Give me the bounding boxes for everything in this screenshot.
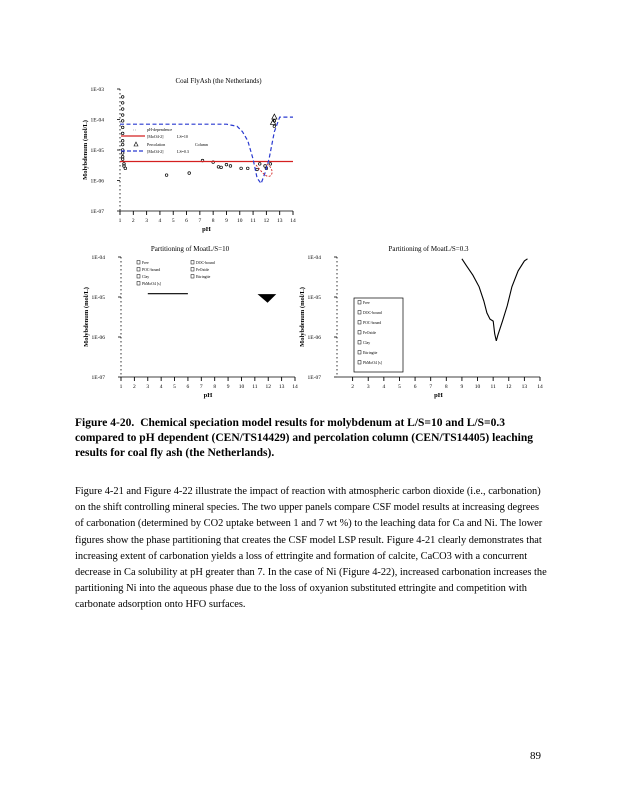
x-tick-label: 5 bbox=[173, 384, 176, 390]
page-number: 89 bbox=[530, 750, 541, 762]
figure-caption-text: Chemical speciation model results for molybdenum at L/S=10 and L/S=0.3 compared to pH dependent (CEN/TS14429) and percolation column (CEN/TS14405) leaching results for coal fly ash (the Netherlands). bbox=[75, 417, 534, 459]
x-tick-label: 11 bbox=[250, 218, 256, 224]
series-line-free bbox=[462, 259, 528, 341]
legend-label: Clay bbox=[142, 275, 150, 279]
x-tick-label: 10 bbox=[474, 384, 481, 390]
x-axis-label: pH bbox=[434, 392, 443, 399]
x-tick-label: 2 bbox=[133, 384, 136, 390]
x-tick-label: 7 bbox=[429, 384, 433, 390]
x-tick-label: 5 bbox=[398, 384, 401, 390]
x-tick-label: 5 bbox=[171, 218, 175, 224]
x-tick-label: 7 bbox=[199, 384, 203, 390]
x-tick-label: 3 bbox=[145, 218, 148, 224]
legend-label: PbMoO4 [s] bbox=[363, 361, 382, 365]
legend-label: POC-bound bbox=[363, 321, 382, 325]
x-tick-label: 8 bbox=[444, 384, 448, 390]
legend-label: DOC-bound bbox=[363, 311, 382, 315]
x-axis-label: pH bbox=[202, 226, 211, 233]
chart-title: Partitioning of MoatL/S=0.3 bbox=[388, 245, 469, 253]
y-tick-label: 1E-04 bbox=[91, 255, 105, 261]
legend-label: [MoO4-2] bbox=[147, 149, 164, 154]
x-tick-label: 12 bbox=[263, 218, 270, 224]
legend-label: Free bbox=[142, 261, 149, 265]
y-tick-label: 1E-07 bbox=[307, 375, 321, 381]
x-tick-label: 12 bbox=[506, 384, 512, 390]
legend-label: PbMoO4 [s] bbox=[142, 282, 161, 286]
x-tick-label: 2 bbox=[351, 384, 354, 390]
y-tick-label: 1E-05 bbox=[90, 148, 104, 154]
body-paragraph: Figure 4-21 and Figure 4-22 illustrate the impact of reaction with atmospheric carbon dioxide (i.e., carbonation) on the shift controlling mineral species. The two upper panels compare CSF model results at increasing degrees of carbonation (determined by CO2 uptake between 1 and 7 wt %) to the leaching data for Ca and Ni. The lower figures show the phase partitioning that creates the CSF model LSP result. Figure 4-21 clearly demonstrates that increasing extent of carbonation yields a loss of ettringite and formation of calcite, CaCO3 with a concurrent decrease in Ca solubility at pH greater than 7. In the case of Ni (Figure 4-22), increased carbonation increases the partitioning Ni into the aqueous phase due to the loss of oxyanion substituted ettringite and competition with carbonate adsorption onto HFO surfaces. bbox=[75, 486, 547, 611]
chart-title: Coal FlyAsh (the Netherlands) bbox=[175, 77, 262, 85]
x-tick-label: 1 bbox=[118, 218, 122, 224]
x-tick-label: 14 bbox=[290, 218, 296, 224]
x-tick-label: 12 bbox=[265, 384, 271, 390]
legend-label: Free bbox=[363, 301, 370, 305]
x-tick-label: 3 bbox=[366, 384, 370, 390]
x-tick-label: 9 bbox=[460, 384, 464, 390]
x-tick-label: 4 bbox=[382, 384, 386, 390]
y-axis-label: Molybdenum (mol/L) bbox=[83, 287, 90, 347]
x-tick-label: 14 bbox=[292, 384, 298, 390]
y-axis-label: Molybdenum (mol/L) bbox=[299, 287, 306, 347]
legend-note: Column bbox=[195, 142, 208, 147]
y-tick-label: 1E-05 bbox=[91, 295, 105, 301]
chart-title: Partitioning of MoatL/S=10 bbox=[150, 245, 230, 253]
x-tick-label: 11 bbox=[252, 384, 258, 390]
x-tick-label: 1 bbox=[119, 384, 123, 390]
x-tick-label: 10 bbox=[238, 384, 245, 390]
x-tick-label: 8 bbox=[211, 218, 215, 224]
y-tick-label: 1E-04 bbox=[307, 255, 321, 261]
x-tick-label: 6 bbox=[186, 384, 190, 390]
legend-label: POC-bound bbox=[142, 268, 161, 272]
x-tick-label: 8 bbox=[213, 384, 217, 390]
figure-caption bbox=[75, 416, 555, 461]
legend-note: LS=0.3 bbox=[177, 149, 189, 154]
y-tick-label: 1E-06 bbox=[307, 335, 321, 341]
x-tick-label: 4 bbox=[158, 218, 162, 224]
legend-marker-ph: : : bbox=[133, 128, 136, 132]
legend-label: Percolation bbox=[147, 142, 166, 147]
x-tick-label: 6 bbox=[185, 218, 188, 224]
legend-label: DOC-bound bbox=[196, 261, 215, 265]
y-tick-label: 1E-07 bbox=[91, 375, 105, 381]
x-tick-label: 11 bbox=[490, 384, 496, 390]
y-tick-label: 1E-06 bbox=[91, 335, 105, 341]
legend-label: Clay bbox=[363, 341, 371, 345]
y-axis-label: Molybdenum (mol/L) bbox=[82, 120, 89, 180]
x-tick-label: 9 bbox=[225, 218, 228, 224]
x-tick-label: 13 bbox=[521, 384, 528, 390]
x-axis-label: pH bbox=[203, 392, 213, 399]
legend-note: LS=10 bbox=[177, 134, 188, 139]
x-tick-label: 2 bbox=[131, 218, 135, 224]
x-tick-label: 13 bbox=[276, 218, 283, 224]
x-tick-label: 3 bbox=[146, 384, 150, 390]
x-tick-label: 10 bbox=[237, 218, 243, 224]
x-tick-label: 9 bbox=[226, 384, 230, 390]
legend-label: FeOxide bbox=[196, 268, 210, 272]
x-tick-label: 13 bbox=[278, 384, 285, 390]
x-tick-label: 7 bbox=[198, 218, 202, 224]
legend-label: Ettringite bbox=[196, 275, 211, 279]
x-tick-label: 14 bbox=[537, 384, 543, 390]
y-tick-label: 1E-06 bbox=[90, 178, 104, 185]
y-tick-label: 1E-05 bbox=[307, 295, 321, 301]
y-tick-label: 1E-04 bbox=[90, 117, 104, 124]
legend-label: Ettringite bbox=[363, 351, 378, 355]
x-tick-label: 6 bbox=[413, 384, 417, 390]
figure-caption-label: Figure 4-20. bbox=[75, 417, 135, 429]
x-tick-label: 4 bbox=[159, 384, 163, 390]
legend-label: [MoO4-2] bbox=[147, 134, 164, 139]
legend-label: pH-dependence bbox=[147, 127, 173, 132]
y-tick-label: 1E-03 bbox=[90, 87, 104, 93]
y-tick-label: 1E-07 bbox=[90, 209, 104, 215]
legend-label: FeOxide bbox=[363, 331, 377, 335]
